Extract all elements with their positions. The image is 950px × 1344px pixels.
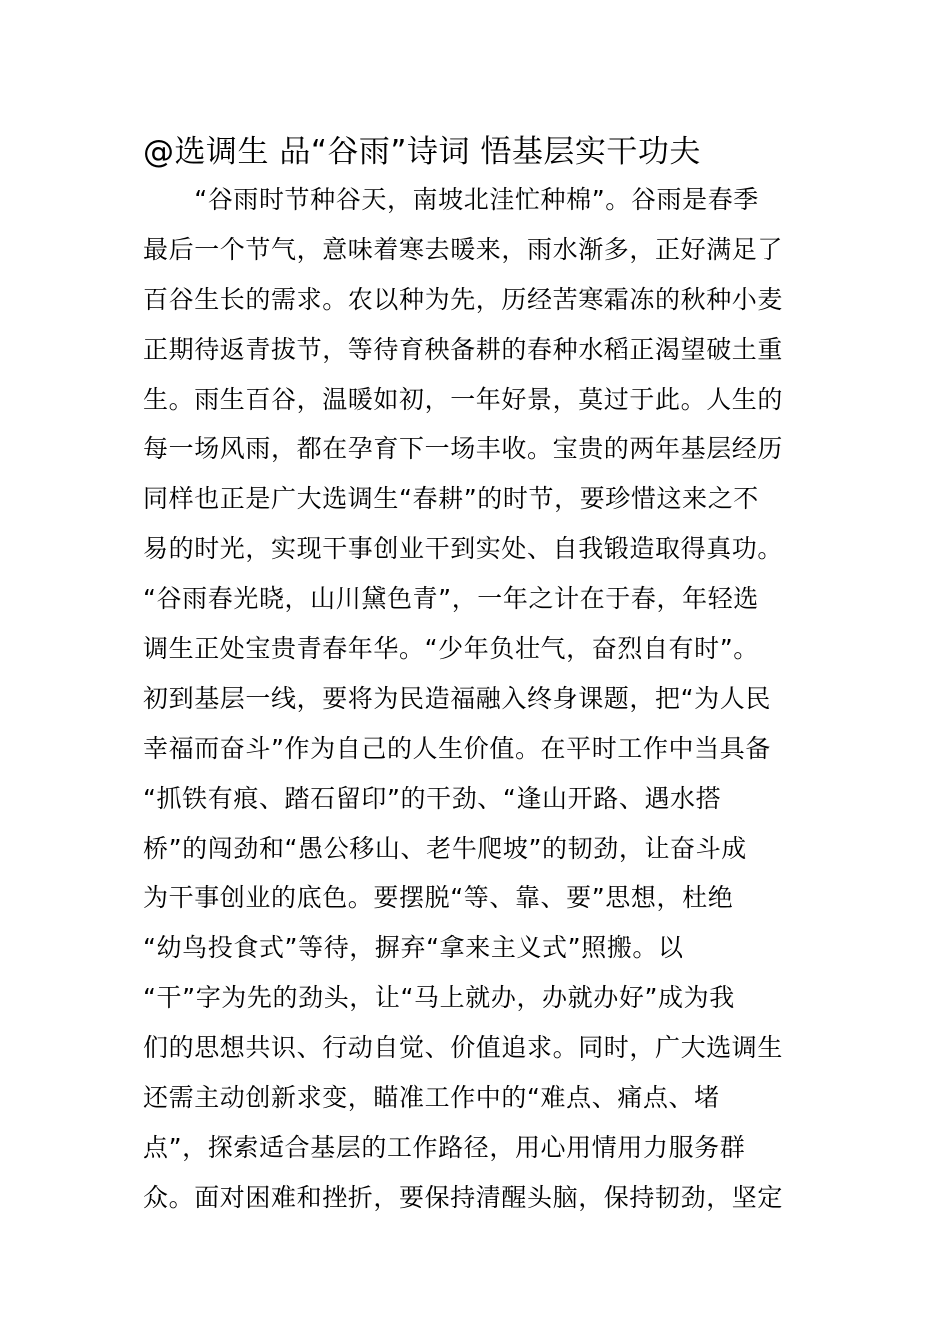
text-line: “幼鸟投食式”等待，摒弃“拿来主义式”照搬。以: [143, 933, 684, 963]
document-body: [143, 180, 823, 1228]
text-line: 调生正处宝贵青春年华。“少年负壮气，奋烈自有时”。: [143, 634, 759, 664]
text-line: “谷雨时节种谷天，南坡北洼忙种棉”。谷雨是春季: [143, 185, 759, 214]
text-line: 们的思想共识、行动自觉、价值追求。同时，广大选调生: [143, 1033, 784, 1063]
text-line: 众。面对困难和挫折，要保持清醒头脑，保持韧劲，坚定: [143, 1182, 784, 1212]
text-line: 初到基层一线，要将为民造福融入终身课题，把“为人民: [143, 683, 771, 713]
text-line: “谷雨春光晓，山川黛色青”，一年之计在于春，年轻选: [143, 584, 759, 614]
text-line: 点”，探索适合基层的工作路径，用心用情用力服务群: [143, 1132, 746, 1162]
text-line: 正期待返青拔节，等待育秧备耕的春种水稻正渴望破土重: [143, 334, 784, 364]
text-line: 每一场风雨，都在孕育下一场丰收。宝贵的两年基层经历: [143, 434, 784, 464]
text-line: 幸福而奋斗”作为自己的人生价值。在平时工作中当具备: [143, 733, 771, 763]
text-line: “抓铁有痕、踏石留印”的干劲、“逢山开路、遇水搭: [143, 783, 722, 813]
text-line: 为干事创业的底色。要摆脱“等、靠、要”思想，杜绝: [143, 883, 734, 913]
text-line: 生。雨生百谷，温暖如初，一年好景，莫过于此。人生的: [143, 384, 784, 414]
document-title: @选调生 品“谷雨”诗词 悟基层实干功夫: [143, 134, 701, 170]
text-line: 同样也正是广大选调生“春耕”的时节，要珍惜这来之不: [143, 484, 759, 514]
text-line: “干”字为先的劲头，让“马上就办，办就办好”成为我: [143, 983, 735, 1013]
text-line: 易的时光，实现干事创业干到实处、自我锻造取得真功。: [143, 534, 784, 564]
text-line: 最后一个节气，意味着寒去暖来，雨水渐多，正好满足了: [143, 234, 784, 264]
text-line: 百谷生长的需求。农以种为先，历经苦寒霜冻的秋种小麦: [143, 284, 784, 314]
text-line: 还需主动创新求变，瞄准工作中的“难点、痛点、堵: [143, 1083, 720, 1113]
text-line: 桥”的闯劲和“愚公移山、老牛爬坡”的韧劲，让奋斗成: [143, 833, 747, 863]
